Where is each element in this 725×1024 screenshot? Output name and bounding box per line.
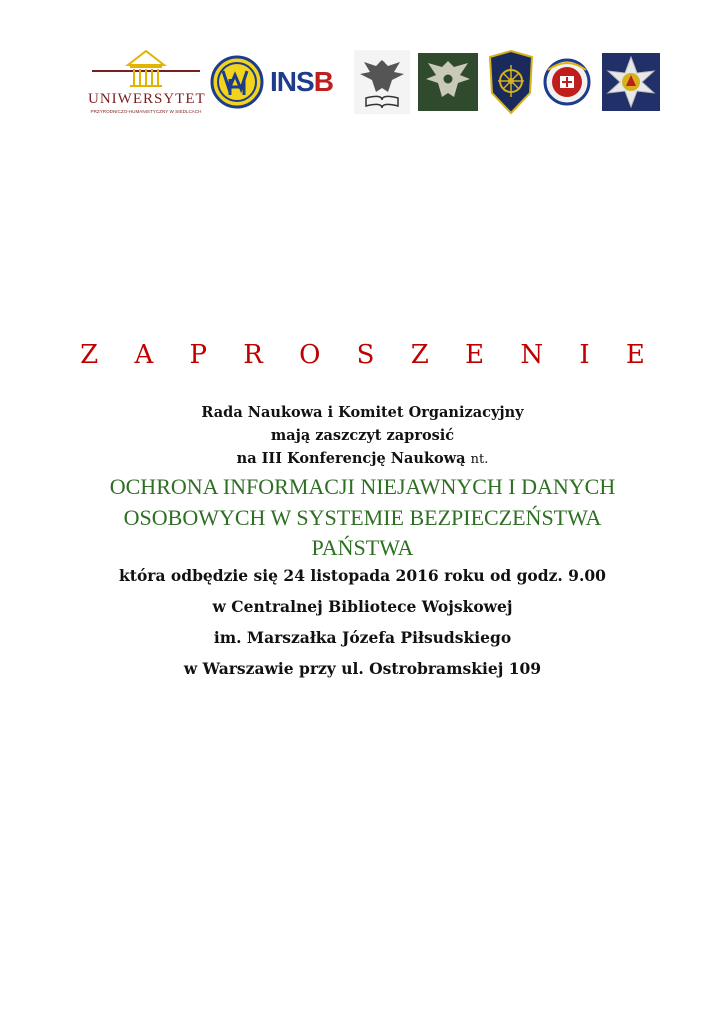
event-venue-line: w Centralnej Bibliotece Wojskowej bbox=[212, 597, 513, 616]
conference-intro-main: na III Konferencję Naukową bbox=[236, 450, 471, 467]
organizers-line: Rada Naukowa i Komitet Organizacyjny bbox=[201, 404, 524, 421]
event-date-line: która odbędzie się 24 listopada 2016 roku od godz. 9.00 bbox=[119, 566, 606, 585]
military-eagle-emblem-icon bbox=[418, 53, 478, 111]
wsh-emblem-icon bbox=[210, 55, 264, 109]
round-crest-emblem-icon bbox=[542, 52, 592, 112]
logo-strip bbox=[88, 44, 640, 120]
insb-logo bbox=[270, 62, 344, 102]
conference-title-line-2: OSOBOWYCH W SYSTEMIE BEZPIECZEŃSTWA bbox=[123, 505, 602, 530]
eagle-book-emblem-icon bbox=[354, 50, 410, 114]
conference-intro-line bbox=[0, 450, 725, 467]
university-logo bbox=[88, 47, 204, 117]
conference-intro-nt: nt. bbox=[470, 452, 489, 467]
conference-title-line-3: PAŃSTWA bbox=[311, 535, 414, 560]
event-venue-name-line: im. Marszałka Józefa Piłsudskiego bbox=[213, 628, 512, 647]
invitation-phrase-line: mają zaszczyt zaprosić bbox=[270, 427, 455, 444]
event-address-line: w Warszawie przy ul. Ostrobramskiej 109 bbox=[183, 659, 542, 678]
insb-wordmark bbox=[270, 66, 333, 98]
fire-service-star-emblem-icon bbox=[602, 53, 660, 111]
invitation-title: Z A P R O S Z E N I E bbox=[80, 340, 659, 370]
university-wordmark: UNIWERSYTET bbox=[88, 91, 206, 107]
insb-main-text: INS bbox=[270, 66, 314, 97]
navy-shield-emblem-icon bbox=[486, 49, 536, 115]
insb-tail-text: B bbox=[313, 66, 333, 97]
university-subtitle: PRZYRODNICZO-HUMANISTYCZNY W SIEDLCACH bbox=[90, 109, 202, 114]
conference-title-line-1: OCHRONA INFORMACJI NIEJAWNYCH I DANYCH bbox=[109, 474, 616, 499]
university-building-icon bbox=[88, 47, 204, 91]
